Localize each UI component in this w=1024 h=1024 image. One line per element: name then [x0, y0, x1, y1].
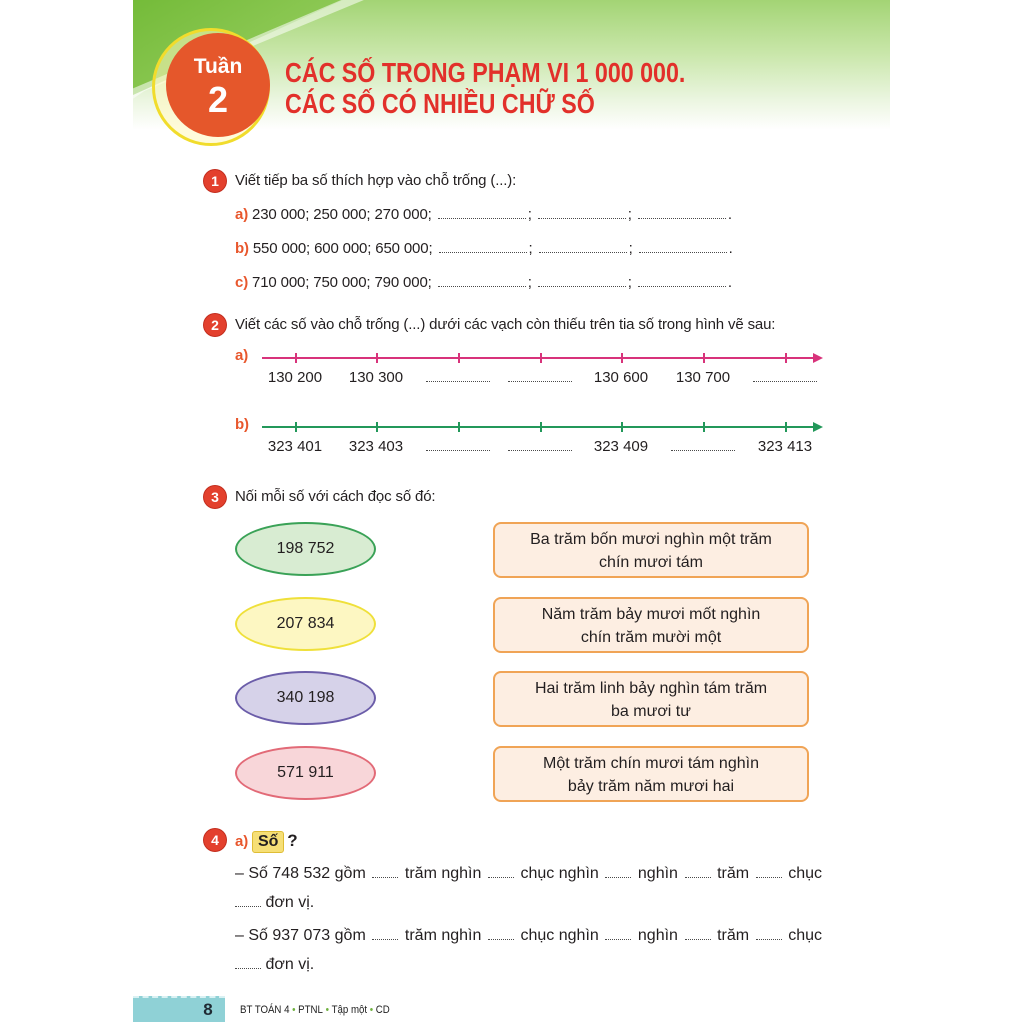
- tick-label: 323 401: [267, 438, 323, 455]
- page-title-line1: CÁC SỐ TRONG PHẠM VI 1 000 000.: [285, 57, 686, 88]
- tick-mark: [703, 422, 705, 432]
- number-oval[interactable]: 198 752: [235, 522, 376, 576]
- given-numbers: 710 000; 750 000; 790 000;: [252, 274, 432, 291]
- answer-blank[interactable]: [372, 877, 398, 878]
- answer-blank[interactable]: [756, 939, 782, 940]
- tick-mark: [295, 422, 297, 432]
- answer-blank[interactable]: [235, 968, 261, 969]
- place-value-label: chục: [788, 927, 822, 944]
- number-line-b: [262, 426, 814, 428]
- exercise-1-item-a: [235, 205, 732, 225]
- terminator: .: [727, 206, 732, 223]
- place-value-label: trăm: [717, 927, 750, 944]
- tick-mark: [540, 422, 542, 432]
- answer-blank[interactable]: [639, 252, 727, 253]
- given-numbers: 230 000; 250 000; 270 000;: [252, 206, 432, 223]
- tick-label: 130 700: [675, 369, 731, 386]
- week-badge: [166, 33, 270, 137]
- item-label: a): [235, 347, 249, 364]
- number-line-a-label: [235, 346, 252, 366]
- tick-answer-blank[interactable]: [418, 368, 498, 388]
- place-value-label: trăm: [717, 865, 750, 882]
- reading-line: Năm trăm bảy mươi mốt nghìn: [541, 606, 761, 623]
- tick-label: 130 600: [593, 369, 649, 386]
- decomposition-line: [235, 863, 822, 885]
- number-oval[interactable]: 340 198: [235, 671, 376, 725]
- exercise-1-item-c: [235, 273, 732, 293]
- tick-label: 130 200: [267, 369, 323, 386]
- separator: •: [325, 1004, 329, 1016]
- answer-blank[interactable]: [605, 939, 631, 940]
- exercise-3-prompt: Nối mỗi số với cách đọc số đó:: [235, 488, 436, 505]
- exercise-2-marker: 2: [204, 314, 226, 336]
- answer-blank[interactable]: [685, 877, 711, 878]
- separator: •: [369, 1004, 374, 1016]
- reading-line: chín mươi tám: [599, 554, 703, 571]
- tick-answer-blank[interactable]: [663, 437, 743, 457]
- answer-blank[interactable]: [488, 939, 514, 940]
- tick-mark: [540, 353, 542, 363]
- item-label: b): [235, 416, 249, 433]
- decomposition-line-continued: [235, 892, 314, 914]
- decomposition-line: [235, 925, 822, 947]
- place-value-label: trăm nghìn: [404, 927, 482, 944]
- place-value-label: chục nghìn: [520, 865, 599, 882]
- answer-blank[interactable]: [685, 939, 711, 940]
- terminator: .: [728, 240, 733, 257]
- separator: ;: [527, 274, 532, 291]
- place-value-label: nghìn: [637, 865, 678, 882]
- answer-blank[interactable]: [539, 252, 627, 253]
- week-number: 2: [207, 79, 229, 120]
- exercise-2-prompt: Viết các số vào chỗ trống (...) dưới các vạch còn thiếu trên tia số trong hình vẽ sau:: [235, 316, 776, 333]
- tick-mark: [703, 353, 705, 363]
- arrow-head-icon: [813, 353, 823, 363]
- tick-answer-blank[interactable]: [745, 368, 825, 388]
- reading-box[interactable]: [493, 597, 809, 653]
- tick-mark: [458, 353, 460, 363]
- reading-line: Hai trăm linh bảy nghìn tám trăm: [534, 680, 768, 697]
- page-number: 8: [203, 1000, 213, 1019]
- tick-answer-blank[interactable]: [500, 437, 580, 457]
- place-value-label: trăm nghìn: [404, 865, 482, 882]
- place-value-label: đơn vị.: [265, 894, 315, 911]
- reading-box[interactable]: [493, 671, 809, 727]
- exercise-1-item-b: [235, 239, 733, 259]
- item-label: a): [235, 206, 249, 223]
- answer-blank[interactable]: [605, 877, 631, 878]
- tick-label: 323 409: [593, 438, 649, 455]
- separator: ;: [627, 206, 632, 223]
- reading-line: Một trăm chín mươi tám nghìn: [543, 755, 759, 772]
- footer-book-info: [240, 1001, 390, 1019]
- number-oval[interactable]: 571 911: [235, 746, 376, 800]
- answer-blank[interactable]: [538, 218, 626, 219]
- tick-mark: [376, 422, 378, 432]
- separator: ;: [528, 240, 533, 257]
- exercise-4-heading: [235, 830, 297, 852]
- separator: ;: [527, 206, 532, 223]
- exercise-3-marker: 3: [204, 486, 226, 508]
- separator: ;: [628, 240, 633, 257]
- tick-label: 323 413: [757, 438, 813, 455]
- place-value-label: chục: [788, 865, 822, 882]
- reading-box[interactable]: [493, 522, 809, 578]
- exercise-4-marker: 4: [204, 829, 226, 851]
- answer-blank[interactable]: [638, 286, 726, 287]
- place-value-label: nghìn: [637, 927, 678, 944]
- tick-label: 323 403: [348, 438, 404, 455]
- answer-blank[interactable]: [638, 218, 726, 219]
- number-line-b-label: [235, 415, 253, 435]
- tick-mark: [458, 422, 460, 432]
- book-edition: CD: [375, 1004, 390, 1016]
- answer-blank[interactable]: [538, 286, 626, 287]
- number-line-a: [262, 357, 814, 359]
- place-value-label: chục nghìn: [520, 927, 599, 944]
- book-series: PTNL: [298, 1004, 323, 1016]
- exercise-1-marker: 1: [204, 170, 226, 192]
- tick-mark: [621, 353, 623, 363]
- answer-blank[interactable]: [372, 939, 398, 940]
- answer-blank[interactable]: [756, 877, 782, 878]
- tick-mark: [295, 353, 297, 363]
- book-title: BT TOÁN 4: [240, 1004, 290, 1016]
- terminator: .: [727, 274, 732, 291]
- tick-mark: [785, 353, 787, 363]
- separator: ;: [627, 274, 632, 291]
- tick-answer-blank[interactable]: [500, 368, 580, 388]
- tick-answer-blank[interactable]: [418, 437, 498, 457]
- decomposition-line-continued: [235, 954, 314, 976]
- answer-blank[interactable]: [438, 218, 526, 219]
- answer-blank[interactable]: [439, 252, 527, 253]
- book-volume: Tập một: [331, 1004, 368, 1016]
- reading-line: ba mươi tư: [611, 703, 691, 720]
- tick-label: 130 300: [348, 369, 404, 386]
- reading-box[interactable]: [493, 746, 809, 802]
- separator: •: [292, 1004, 296, 1016]
- reading-line: Ba trăm bốn mươi nghìn một trăm: [530, 531, 772, 548]
- question-mark: ?: [287, 831, 298, 850]
- tick-mark: [785, 422, 787, 432]
- page-title-line2: CÁC SỐ CÓ NHIỀU CHỮ SỐ: [285, 88, 595, 119]
- exercise-1-prompt: Viết tiếp ba số thích hợp vào chỗ trống (...):: [235, 172, 517, 189]
- number-oval[interactable]: 207 834: [235, 597, 376, 651]
- line-lead: – Số 937 073 gồm: [235, 927, 366, 944]
- arrow-head-icon: [813, 422, 823, 432]
- answer-blank[interactable]: [235, 906, 261, 907]
- tick-mark: [376, 353, 378, 363]
- line-lead: – Số 748 532 gồm: [235, 865, 366, 882]
- item-label: a): [235, 833, 249, 850]
- tick-mark: [621, 422, 623, 432]
- week-label: Tuần: [193, 55, 243, 78]
- place-value-label: đơn vị.: [265, 956, 315, 973]
- item-label: b): [235, 240, 249, 257]
- answer-blank[interactable]: [438, 286, 526, 287]
- reading-line: chín trăm mười một: [580, 629, 722, 646]
- given-numbers: 550 000; 600 000; 650 000;: [252, 240, 433, 257]
- number-prompt-box: Số: [252, 831, 284, 853]
- reading-line: bảy trăm năm mươi hai: [567, 778, 735, 795]
- answer-blank[interactable]: [488, 877, 514, 878]
- item-label: c): [235, 274, 249, 291]
